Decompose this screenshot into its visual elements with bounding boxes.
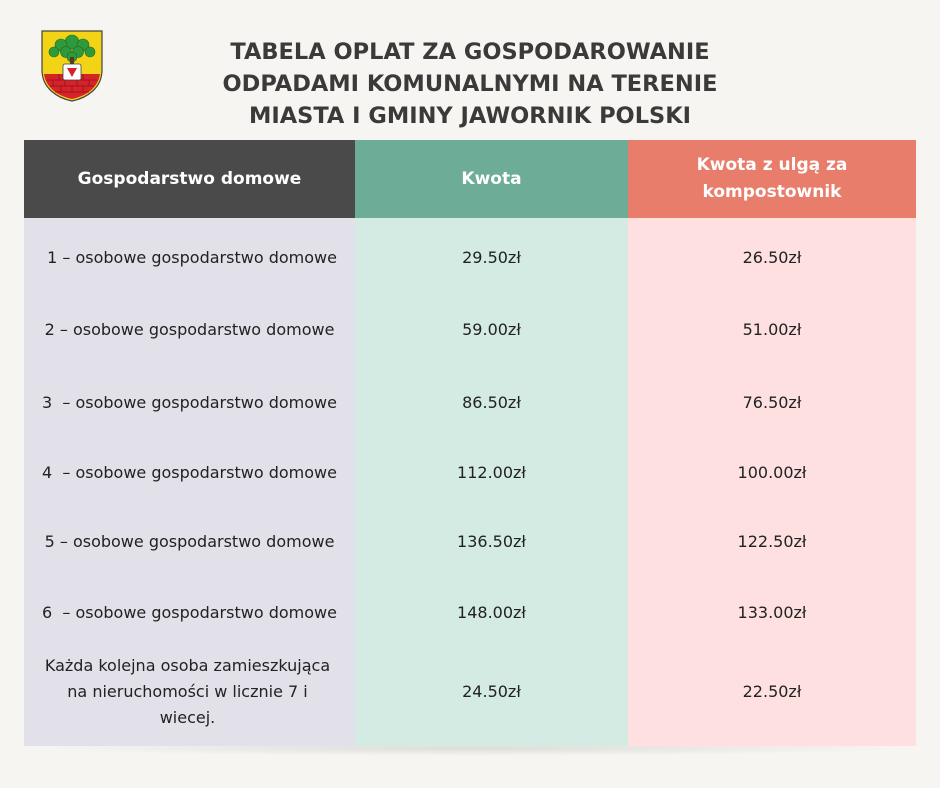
amount-column-header: Kwota	[355, 140, 628, 218]
discounted-amount-cell: 133.00zł	[737, 602, 807, 622]
household-cell: 1 – osobowe gospodarstwo domowe	[42, 247, 337, 267]
coat-of-arms-icon	[41, 30, 103, 102]
household-column-header: Gospodarstwo domowe	[24, 140, 355, 218]
household-column-body	[24, 218, 355, 746]
household-cell: 6 – osobowe gospodarstwo domowe	[42, 602, 337, 622]
discounted-amount-cell: 122.50zł	[737, 532, 807, 551]
discounted-amount-cell: 51.00zł	[742, 320, 802, 339]
household-cell: 4 – osobowe gospodarstwo domowe	[42, 462, 337, 482]
discounted-amount-cell: 22.50zł	[742, 682, 802, 701]
discounted-amount-cell: 76.50zł	[742, 392, 802, 412]
amount-column	[355, 140, 628, 746]
amount-cell: 59.00zł	[462, 320, 521, 339]
household-cell: 2 – osobowe gospodarstwo domowe	[44, 320, 335, 339]
page-title	[140, 36, 800, 132]
discounted-amount-column	[628, 140, 916, 746]
amount-cell: 24.50zł	[462, 682, 521, 701]
discounted-amount-column-body	[628, 218, 916, 746]
discounted-amount-cell: 100.00zł	[737, 462, 807, 482]
household-cell: 5 – osobowe gospodarstwo domowe	[44, 532, 335, 551]
title-line-3: MIASTA I GMINY JAWORNIK POLSKI	[248, 103, 692, 129]
discounted-amount-cell: 26.50zł	[742, 247, 802, 267]
discounted-amount-column-header: Kwota z ulgą za kompostownik	[628, 140, 916, 218]
fee-table	[24, 140, 916, 746]
household-column	[24, 140, 355, 746]
amount-cell: 29.50zł	[462, 247, 521, 267]
amount-cell: 148.00zł	[457, 602, 526, 622]
amount-column-body	[355, 218, 628, 746]
household-cell: 3 – osobowe gospodarstwo domowe	[42, 392, 337, 412]
title-line-1: TABELA OPLAT ZA GOSPODAROWANIE	[230, 39, 710, 65]
amount-cell: 112.00zł	[457, 462, 526, 482]
amount-cell: 86.50zł	[462, 392, 521, 412]
amount-cell: 136.50zł	[457, 532, 526, 551]
household-cell: Każda kolejna osoba zamieszkująca na nieruchomości w licznie 7 i wiecej.	[44, 656, 331, 727]
title-line-2: ODPADAMI KOMUNALNYMI NA TERENIE	[222, 71, 718, 97]
